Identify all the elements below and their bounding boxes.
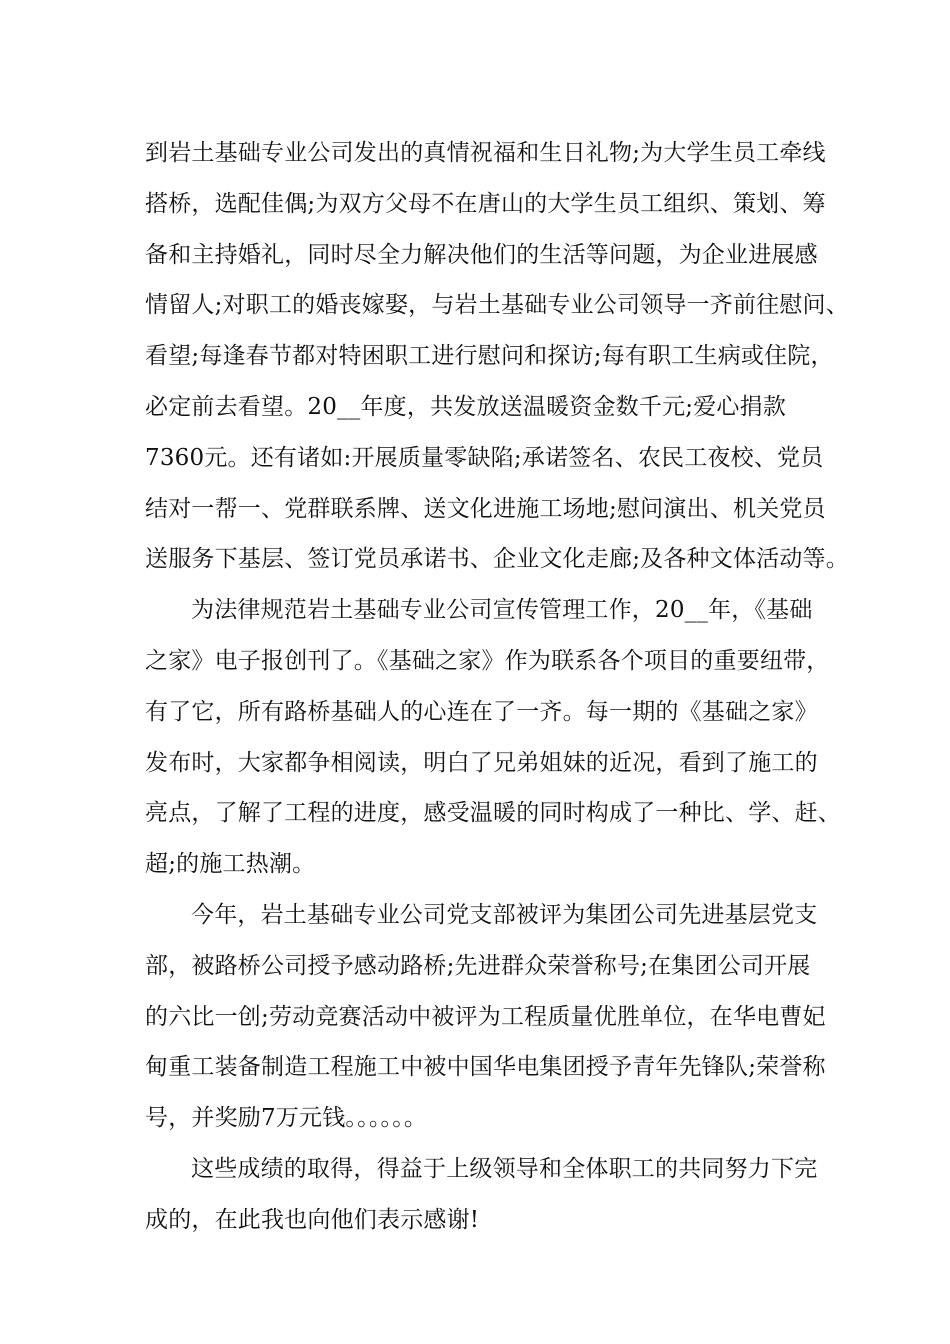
paragraph-start-line: 这些成绩的取得，得益于上级领导和全体职工的共同努力下完 bbox=[191, 1155, 818, 1182]
text-line: 看望;每逢春节都对特困职工进行慰问和探访;每有职工生病或住院， bbox=[145, 343, 834, 370]
body-text bbox=[145, 128, 849, 1246]
text-line: 的六比一创;劳动竞赛活动中被评为工程质量优胜单位，在华电曹妃 bbox=[145, 1003, 826, 1030]
text-line: 情留人;对职工的婚丧嫁娶，与岩土基础专业公司领导一齐前往慰问、 bbox=[145, 292, 849, 319]
text-line: 必定前去看望。20__年度，共发放送温暖资金数千元;爱心捐款 bbox=[145, 393, 787, 420]
paragraph-start-line: 今年，岩土基础专业公司党支部被评为集团公司先进基层党支 bbox=[191, 901, 818, 928]
text-line: 亮点，了解了工程的进度，感受温暖的同时构成了一种比、学、赶、 bbox=[145, 800, 841, 827]
text-line: 之家》电子报创刊了。《基础之家》作为联系各个项目的重要纽带， bbox=[145, 647, 830, 674]
text-line: 7360元。还有诸如:开展质量零缺陷;承诺签名、农民工夜校、党员 bbox=[145, 444, 824, 471]
text-line: 超;的施工热潮。 bbox=[145, 851, 316, 878]
text-line: 号，并奖励7万元钱。。。。。。 bbox=[145, 1105, 428, 1132]
text-line: 到岩土基础专业公司发出的真情祝福和生日礼物;为大学生员工牵线 bbox=[145, 140, 826, 166]
text-line: 成的，在此我也向他们表示感谢! bbox=[145, 1206, 480, 1233]
text-line: 结对一帮一、党群联系牌、送文化进施工场地;慰问演出、机关党员 bbox=[145, 495, 826, 522]
text-line: 发布时，大家都争相阅读，明白了兄弟姐妹的近况，看到了施工的 bbox=[145, 749, 818, 776]
text-line: 搭桥，选配佳偶;为双方父母不在唐山的大学生员工组织、策划、筹 bbox=[145, 190, 826, 217]
text-line: 备和主持婚礼，同时尽全力解决他们的生活等问题，为企业进展感 bbox=[145, 241, 818, 268]
text-line: 送服务下基层、签订党员承诺书、企业文化走廊;及各种文体活动等。 bbox=[145, 546, 849, 573]
text-line: 有了它，所有路桥基础人的心连在了一齐。每一期的《基础之家》 bbox=[145, 698, 818, 725]
paragraph-start-line: 为法律规范岩土基础专业公司宣传管理工作，20__年，《基础 bbox=[191, 597, 813, 624]
text-line: 甸重工装备制造工程施工中被中国华电集团授予青年先锋队;荣誉称 bbox=[145, 1054, 826, 1081]
text-line: 部，被路桥公司授予感动路桥;先进群众荣誉称号;在集团公司开展 bbox=[145, 952, 811, 979]
